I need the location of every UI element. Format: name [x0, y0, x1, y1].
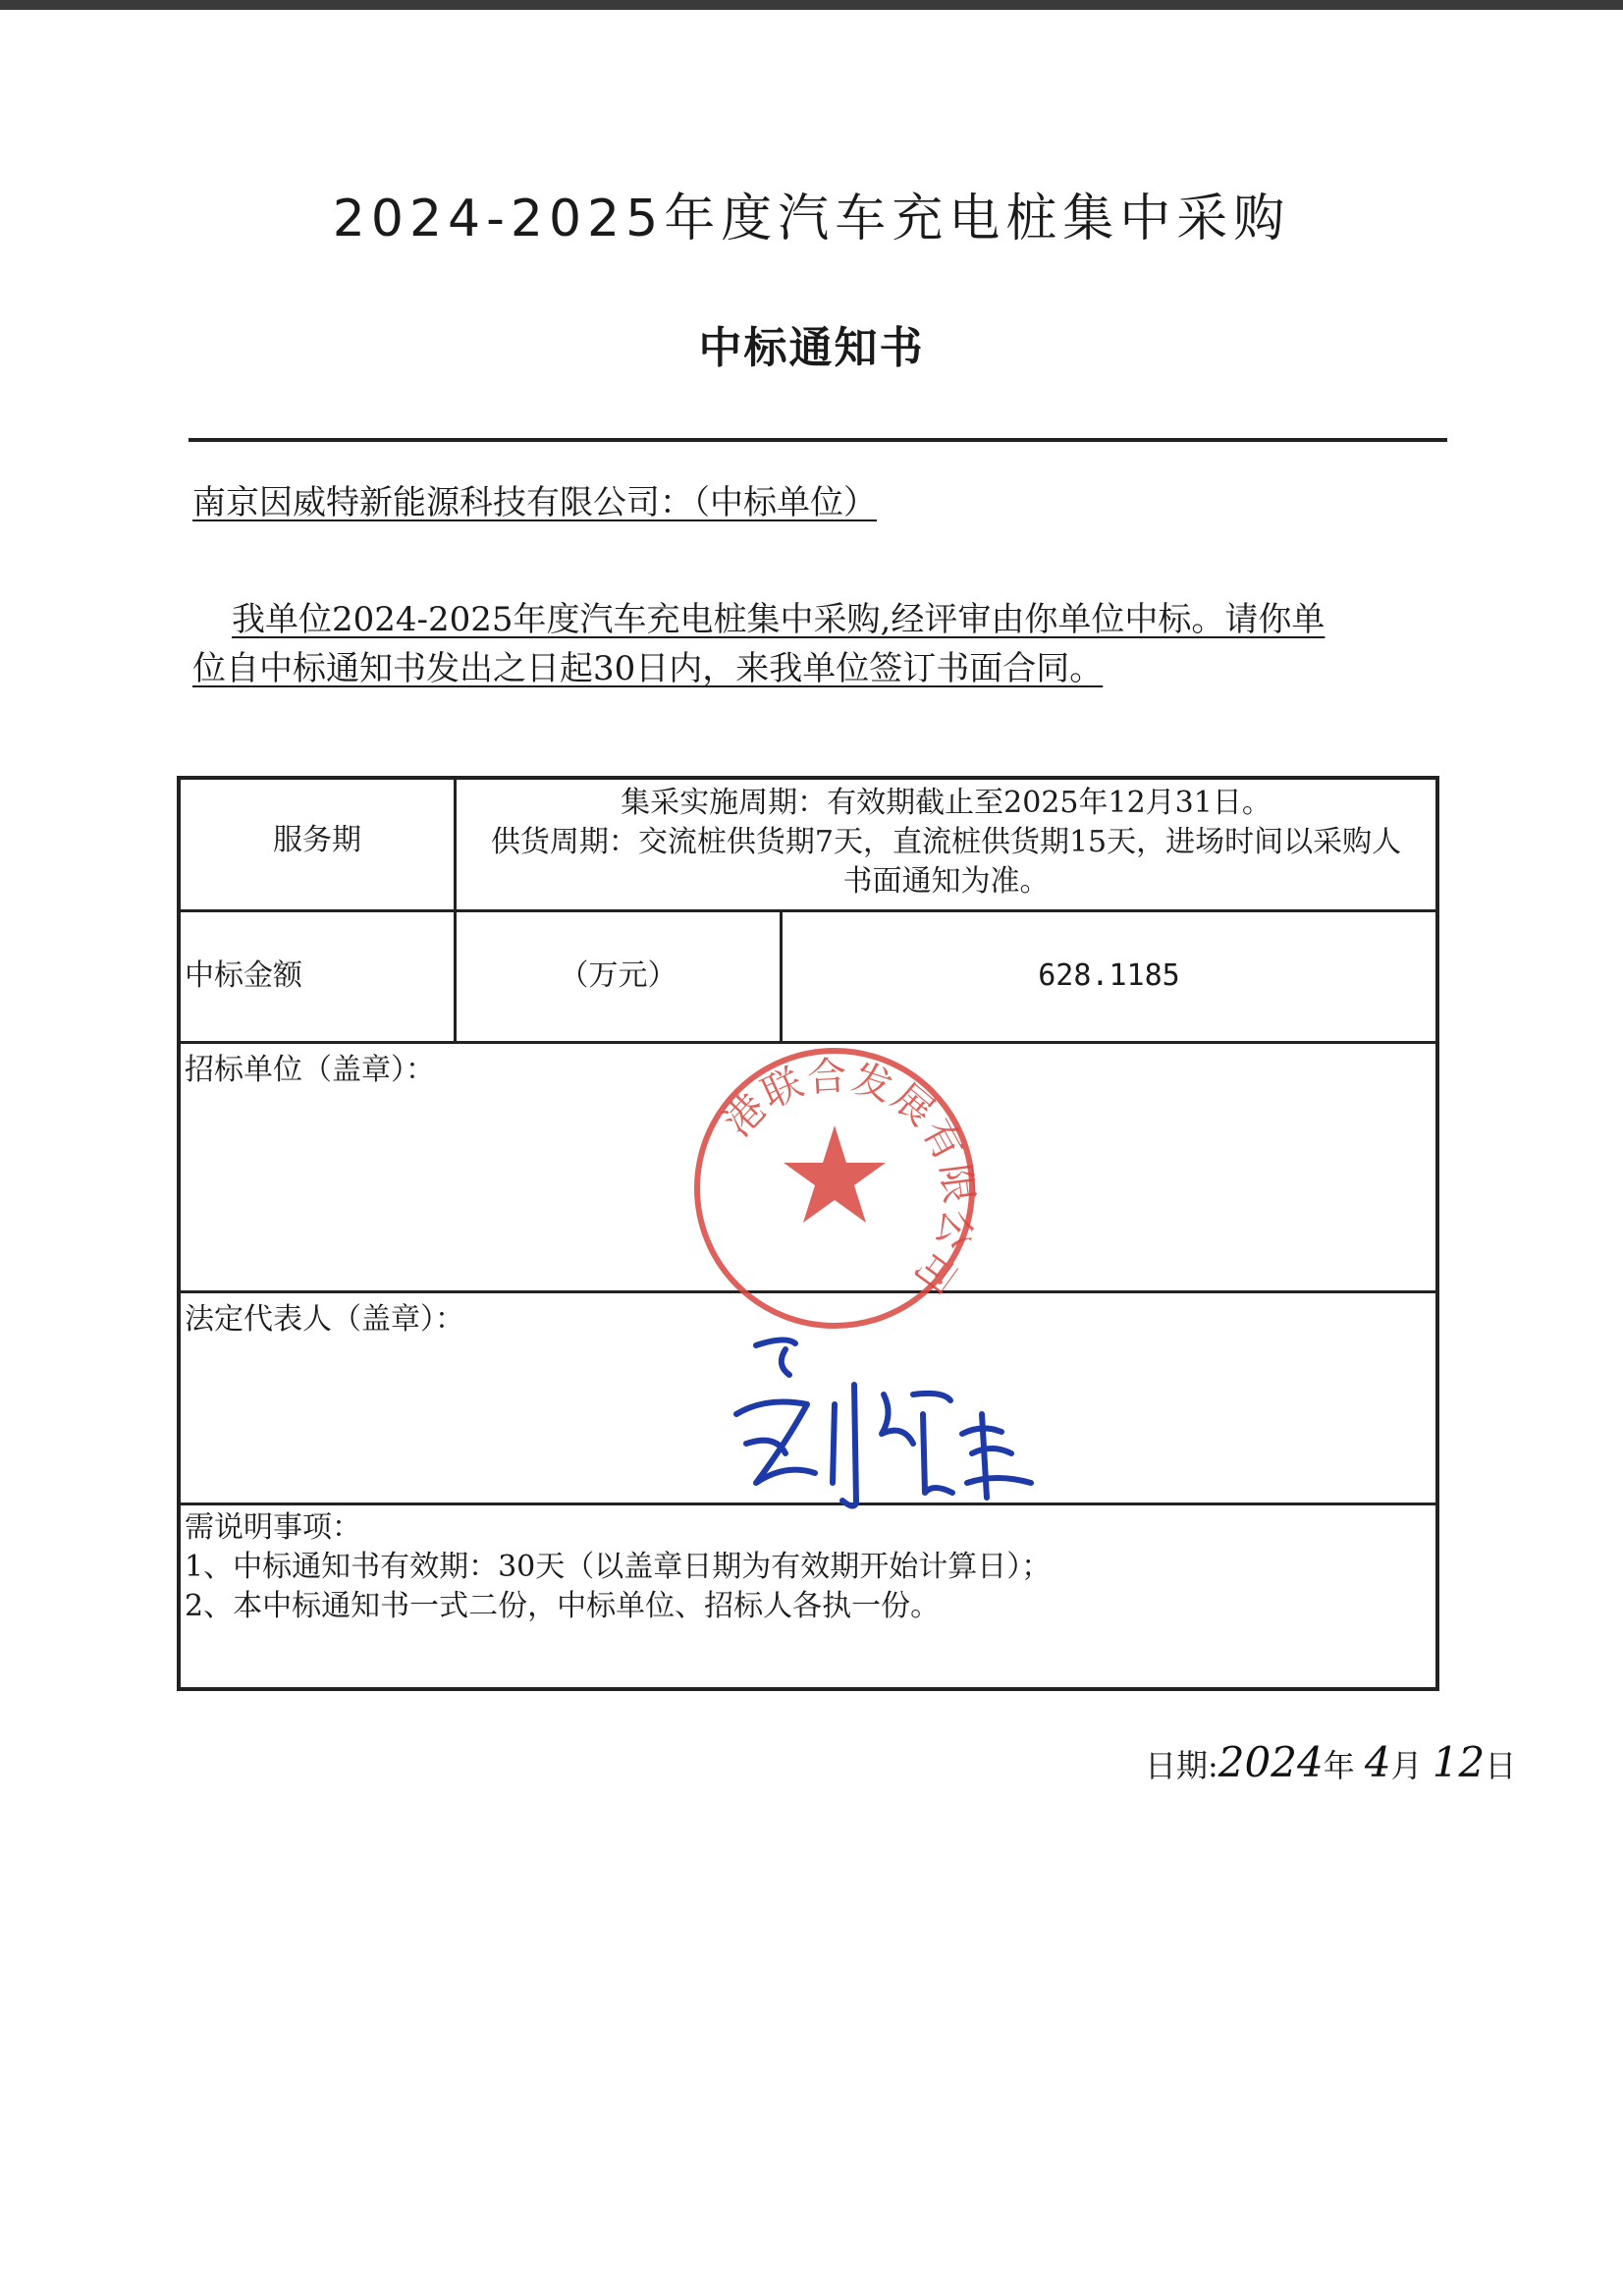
date-day: 12 [1432, 1738, 1486, 1786]
service-line-1: 集采实施周期：有效期截止至2025年12月31日。 [621, 786, 1271, 820]
award-amount-label: 中标金额 [185, 958, 302, 993]
date-line [1145, 1738, 1516, 1786]
legal-rep-signature [717, 1336, 1041, 1512]
tenderer-seal-label: 招标单位（盖章）： [185, 1053, 435, 1087]
date-year: 2024 [1217, 1738, 1324, 1786]
award-amount-value: 628.1185 [1038, 958, 1180, 993]
company-seal [677, 1031, 992, 1345]
date-label: 日期: [1145, 1747, 1218, 1784]
notice-line-1: 我单位2024-2025年度汽车充电桩集中采购,经评审由你单位中标。请你单 [232, 600, 1325, 639]
service-line-2: 供货周期：交流桩供货期7天，直流桩供货期15天，进场时间以采购人 [490, 825, 1402, 859]
service-line-3: 书面通知为准。 [842, 864, 1050, 899]
service-period-label: 服务期 [273, 823, 361, 857]
notes-section [185, 1508, 1432, 1626]
addressee: 南京因威特新能源科技有限公司：（中标单位） [192, 483, 877, 522]
service-period-value [457, 784, 1435, 902]
note-2: 2、本中标通知书一式二份，中标单位、招标人各执一份。 [185, 1589, 941, 1623]
date-month: 4 [1364, 1738, 1391, 1786]
amount-unit: （万元） [559, 958, 677, 993]
notice-line-2: 位自中标通知书发出之日起30日内，来我单位签订书面合同。 [192, 649, 1104, 688]
date-year-unit: 年 [1323, 1747, 1355, 1784]
document-title: 2024-2025年度汽车充电桩集中采购 [332, 190, 1291, 248]
legal-rep-seal-label: 法定代表人（盖章）： [185, 1302, 464, 1337]
document-subtitle: 中标通知书 [698, 323, 925, 373]
seal-text: 港联合发展有限公司 [715, 1053, 982, 1302]
date-month-unit: 月 [1390, 1747, 1423, 1784]
notes-title: 需说明事项： [185, 1510, 361, 1545]
note-1: 1、中标通知书有效期：30天（以盖章日期为有效期开始计算日）； [185, 1550, 1052, 1584]
notice-body [192, 595, 1420, 693]
date-day-unit: 日 [1485, 1747, 1517, 1784]
title-divider [189, 438, 1447, 442]
scan-top-edge [0, 0, 1623, 10]
